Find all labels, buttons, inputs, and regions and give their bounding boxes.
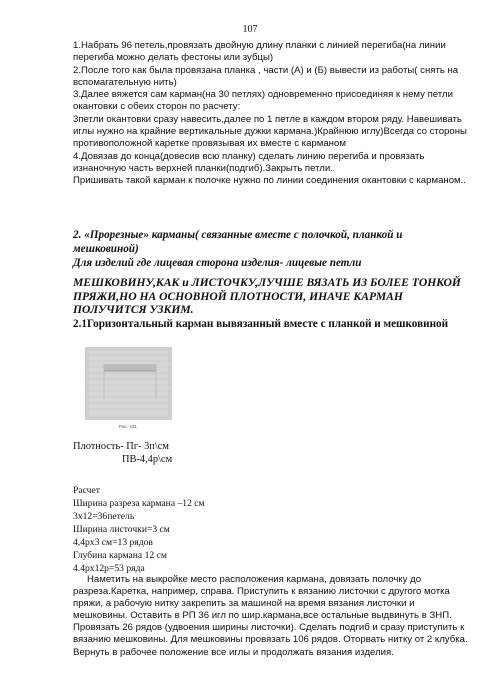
warning-text: МЕШКОВИНУ,КАК и ЛИСТОЧКУ,ЛУЧШЕ ВЯЗАТЬ ИЗ БОЛЕЕ ТОНКОЙ ПРЯЖИ,НО НА ОСНОВНОЙ ПЛОТНОСТИ, ИНАЧЕ КАРМАН ПОЛУЧИТСЯ УЗКИМ.: [73, 276, 461, 317]
step-3: 3.Далее вяжется сам карман(на 30 петлях) одновременно присоединяя к нему петли окантовки с обеих сторон по расчету:: [73, 89, 453, 113]
calc-line: Ширина листочки=3 см: [73, 524, 170, 535]
instruction-steps: [73, 40, 468, 188]
pocket-photo: [85, 347, 172, 420]
calc-title: Расчет: [73, 485, 100, 496]
figure-caption: Рис. 431: [119, 424, 137, 429]
step-2: 2.После того как была провязана планка , части (А) и (Б) вывести из работы( снять на вспомагательную нить): [73, 64, 459, 88]
calc-line: 4,4рх3 см=13 рядов: [73, 537, 153, 548]
density-line-1: Плотность- Пг- 3п\см: [73, 441, 169, 452]
sewing-note: Пришивать такой карман к полочке нужно по линии соединения окантовки с карманом..: [73, 175, 466, 187]
calculation-block: [73, 484, 468, 575]
knitted-pocket-image: [85, 347, 172, 420]
page-number: 107: [242, 24, 258, 35]
section-subheading: Для изделий где лицевая сторона изделия- лицевые петли: [73, 257, 362, 269]
final-paragraph: Наметить на выкройке место расположения кармана, довязать полочку до разреза.Каретка, например, справа. Приступить к вязанию листочки с другого мотка пряжи, а рабочую нитку закрепить за машиной на время вязания листочки и мешковины. Оставить в РП 36 игл по шир.кармана,все остальные выдвинуть в ЗНП. Провязать 26 рядов (удвоения ширины листочки). Сделать подгиб и сразу приступить к вязанию мешковины. Для мешковины провязать 106 рядов. Оторвать нитку от 2 клубка. Вернуть в рабочее положение все иглы и продолжать вязания изделия.: [73, 574, 468, 658]
step-4: 4.Довязав до конца(довесив всю планку) сделать линию перегиба и провязать изнаночную часть верхней планки(подгиб).Закрыть петли.: [73, 150, 425, 174]
calc-line: Ширина разреза кармана –12 см: [73, 498, 205, 509]
section-heading: 2. «Прорезные» карманы( связанные вместе с полочкой, планкой и мешковиной): [73, 229, 403, 255]
calc-line: 3х12=36петель: [73, 511, 135, 522]
calc-line: 4.4рх12р=53 ряда: [73, 563, 145, 574]
step-1: 1.Набрать 96 петель,провязать двойную длину планки с линией перегиба(на линии перегиба можно делать фестоны или зубцы): [73, 40, 446, 64]
step-3-detail: 3петли окантовки сразу навесить,далее по 1 петле в каждом втором ряду. Навешивать иглы нужно на крайние вертикальные дужки кармана.)Крайнюю иглу)Всегда со стороны противоположной каретке провязывая их вместе с карманом: [73, 113, 467, 150]
calc-line: Глубина кармана 12 см: [73, 550, 167, 561]
density-line-2: ПВ-4,4р\см: [122, 454, 173, 465]
subsection-heading: 2.1Горизонтальный карман вывязанный вместе с планкой и мешковиной: [73, 318, 449, 330]
